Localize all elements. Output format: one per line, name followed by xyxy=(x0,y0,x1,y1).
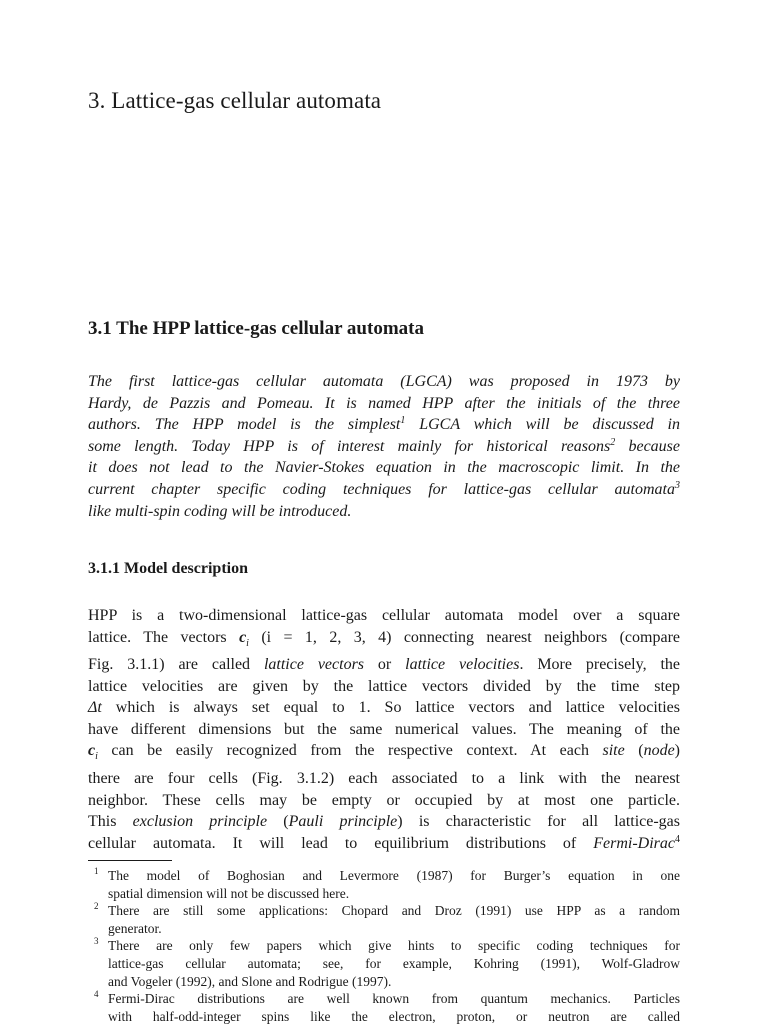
chapter-abstract xyxy=(88,371,680,522)
body-line xyxy=(88,627,680,655)
abstract-text: authors. The HPP model is the simplest xyxy=(88,416,401,434)
abstract-line: it does not lead to the Navier-Stokes equation in the macroscopic limit. In the xyxy=(88,459,680,477)
body-paragraph xyxy=(88,605,680,854)
body-text: . More precisely, the xyxy=(519,656,681,674)
abstract-text: some length. Today HPP is of interest mainly for historical reasons xyxy=(88,437,611,455)
body-line xyxy=(88,654,680,676)
term-emphasis: site xyxy=(602,742,625,760)
footnote-line: with half-odd-integer spins like the electron, proton, or neutron are called xyxy=(108,1008,680,1024)
body-line: there are four cells (Fig. 3.1.2) each associated to a link with the nearest xyxy=(88,770,680,788)
abstract-text: LGCA which will be discussed in xyxy=(405,416,680,434)
body-text: ( xyxy=(624,742,644,760)
body-line: HPP is a two-dimensional lattice-gas cellular automata model over a square xyxy=(88,607,680,624)
footnote xyxy=(88,990,680,1025)
body-text: cellular automata. It will lead to equilibrium distributions of xyxy=(88,834,594,852)
footnote-ref[interactable]: 2 xyxy=(610,436,616,448)
term-emphasis: node xyxy=(643,742,675,760)
vector-symbol: c xyxy=(239,628,247,646)
body-text: ) is characteristic for all lattice-gas xyxy=(397,813,681,831)
subsection-title: 3.1.1 Model description xyxy=(88,560,248,577)
term-emphasis: lattice vectors xyxy=(263,656,365,674)
math-symbol: Δt xyxy=(88,699,102,717)
section-title: 3.1 The HPP lattice-gas cellular automata xyxy=(88,318,424,339)
abstract-line xyxy=(88,479,680,501)
body-line: have different dimensions but the same numerical values. The meaning of the xyxy=(88,720,680,738)
body-line xyxy=(88,833,680,855)
footnote-divider xyxy=(88,860,172,861)
footnote-line: and Vogeler (1992), and Slone and Rodrigue (1997). xyxy=(108,973,392,989)
body-text: This xyxy=(88,813,133,831)
abstract-line: like multi-spin coding will be introduced. xyxy=(88,502,352,520)
abstract-text: because xyxy=(615,437,681,455)
body-line: neighbor. These cells may be empty or occupied by at most one particle. xyxy=(88,791,680,809)
footnote-line: Fermi-Dirac distributions are well known from quantum mechanics. Particles xyxy=(108,991,680,1007)
footnote-mark: 4 xyxy=(94,989,99,1000)
term-emphasis: Fermi-Dirac xyxy=(593,834,675,852)
footnote-line: lattice-gas cellular automata; see, for example, Kohring (1991), Wolf-Gladrow xyxy=(108,955,680,971)
footnote-line: There are still some applications: Chopard and Droz (1991) use HPP as a random xyxy=(108,903,680,919)
footnote-mark: 2 xyxy=(94,901,99,912)
body-text: or xyxy=(364,656,406,674)
vector-subscript: i xyxy=(246,637,249,649)
body-text: ) xyxy=(674,742,680,760)
footnote-ref[interactable]: 4 xyxy=(675,833,680,845)
term-emphasis: Pauli principle xyxy=(288,813,398,831)
term-emphasis: lattice velocities xyxy=(405,656,520,674)
footnote-ref[interactable]: 3 xyxy=(675,479,680,491)
footnote xyxy=(88,867,680,902)
body-line xyxy=(88,811,680,833)
body-line xyxy=(88,740,680,768)
footnote-line: spatial dimension will not be discussed here. xyxy=(108,885,350,901)
body-text: which is always set equal to 1. So lattice vectors and lattice velocities xyxy=(101,699,680,717)
footnote-ref[interactable]: 1 xyxy=(400,415,406,427)
vector-subscript: i xyxy=(95,751,98,763)
chapter-title: 3. Lattice-gas cellular automata xyxy=(88,88,382,113)
term-emphasis: exclusion principle xyxy=(132,813,268,831)
body-text: can be easily recognized from the respective context. At each xyxy=(97,742,603,760)
body-text: (i = 1, 2, 3, 4) connecting nearest neighbors (compare xyxy=(248,628,681,646)
footnote-line: There are only few papers which give hints to specific coding techniques for xyxy=(108,938,680,954)
abstract-line xyxy=(88,414,680,436)
footnote xyxy=(88,937,680,990)
abstract-text: current chapter specific coding techniques for lattice-gas cellular automata xyxy=(88,480,675,498)
footnotes xyxy=(88,867,680,1025)
abstract-line: Hardy, de Pazzis and Pomeau. It is named HPP after the initials of the three xyxy=(88,394,680,412)
body-text: Fig. 3.1.1) are called xyxy=(88,656,264,674)
footnote-line: The model of Boghosian and Levermore (1987) for Burger’s equation in one xyxy=(108,868,680,883)
footnote-mark: 3 xyxy=(94,936,99,947)
body-text: ( xyxy=(267,813,289,831)
footnote xyxy=(88,902,680,937)
abstract-line: The first lattice-gas cellular automata (LGCA) was proposed in 1973 by xyxy=(88,373,680,390)
footnote-line: generator. xyxy=(108,920,162,936)
footnote-mark: 1 xyxy=(94,866,99,876)
abstract-line xyxy=(88,436,680,458)
body-line xyxy=(88,697,680,719)
vector-symbol: c xyxy=(88,742,96,760)
body-line: lattice velocities are given by the lattice vectors divided by the time step xyxy=(88,677,680,695)
body-text: lattice. The vectors xyxy=(88,628,240,646)
